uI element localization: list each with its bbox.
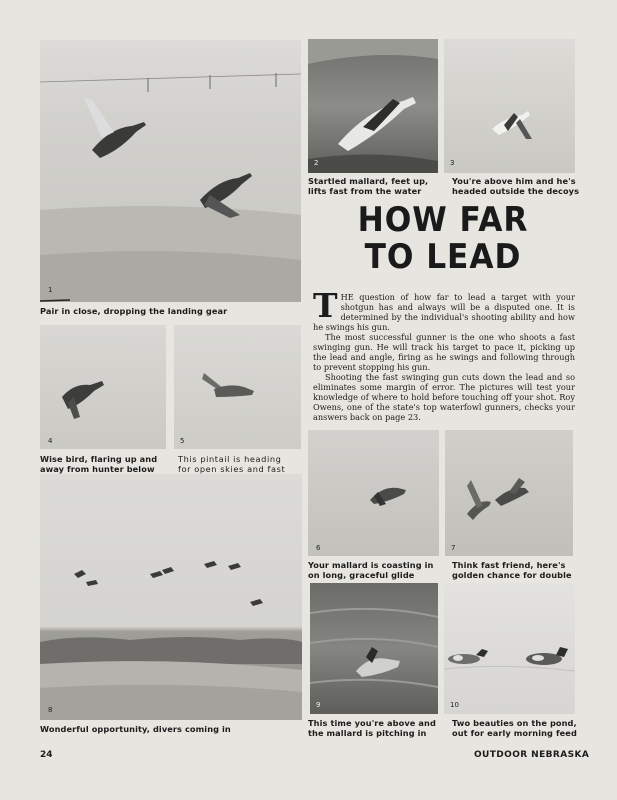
photo-8-number: 8	[48, 706, 53, 714]
photo-10-caption: Two beauties on the pond, out for early morning feed	[452, 718, 577, 738]
photo-9-number: 9	[316, 701, 321, 709]
magazine-name: OUTDOOR NEBRASKA	[474, 750, 590, 760]
photo-1-caption: Pair in close, dropping the landing gear	[40, 306, 228, 316]
photo-2	[308, 39, 438, 173]
article-paragraph-2: The most successful gunner is the one who shoots a fast swinging gun. He will track his target to pace it, picking up the lead and angle, firing as he swings and following through to prevent stopping his gun.	[313, 332, 575, 372]
photo-5-image	[174, 325, 301, 449]
photo-9	[310, 583, 438, 714]
photo-9-image	[310, 583, 438, 714]
photo-5-number: 5	[180, 437, 185, 445]
photo-5	[174, 325, 301, 449]
photo-4	[40, 325, 166, 449]
photo-4-image	[40, 325, 166, 449]
photo-7-image	[445, 430, 573, 556]
photo-6-image	[308, 430, 439, 556]
photo-6	[308, 430, 439, 556]
photo-1-number: 1	[48, 286, 53, 294]
photo-10-image	[444, 583, 575, 714]
drop-cap: T	[313, 286, 338, 325]
photo-5-caption: This pintail is heading for open skies and fast	[178, 454, 286, 474]
article-title: HOW FAR TO LEAD	[357, 200, 529, 277]
photo-2-caption: Startled mallard, feet up, lifts fast from the water	[308, 176, 429, 196]
photo-8-caption: Wonderful opportunity, divers coming in	[40, 724, 231, 734]
article-paragraph-3: Shooting the fast swinging gun cuts down the lead and so eliminates some margin of error. The pictures will test your knowledge of where to hold before touching off your shot. Roy Owens, one of the state's top waterfowl gunners, checks your answers back on page 23.	[313, 372, 575, 422]
photo-3-image	[444, 39, 575, 173]
photo-3-caption: You're above him and he's headed outside the decoys	[452, 176, 580, 196]
photo-10-number: 10	[450, 701, 459, 709]
photo-4-number: 4	[48, 437, 53, 445]
photo-9-caption: This time you're above and the mallard is pitching in	[308, 718, 436, 738]
photo-8-image	[40, 474, 302, 720]
photo-7	[445, 430, 573, 556]
photo-2-number: 2	[314, 159, 319, 167]
photo-1-image	[40, 40, 301, 302]
article-paragraph-1: THE question of how far to lead a target with your shotgun has and always will be a disputed one. It is determined by the individual's shooting ability and how he swings his gun.	[313, 286, 575, 332]
photo-2-image	[308, 39, 438, 173]
photo-3-number: 3	[450, 159, 455, 167]
page-number: 24	[40, 750, 53, 760]
photo-3	[444, 39, 575, 173]
photo-6-caption: Your mallard is coasting in on long, graceful glide	[308, 560, 434, 580]
photo-7-number: 7	[451, 544, 456, 552]
photo-4-caption: Wise bird, flaring up and away from hunter below	[40, 454, 158, 474]
photo-10	[444, 583, 575, 714]
photo-6-number: 6	[316, 544, 321, 552]
photo-7-caption: Think fast friend, here's golden chance for double	[452, 560, 572, 580]
article-body	[313, 286, 575, 422]
photo-8	[40, 474, 302, 720]
photo-1	[40, 40, 301, 302]
